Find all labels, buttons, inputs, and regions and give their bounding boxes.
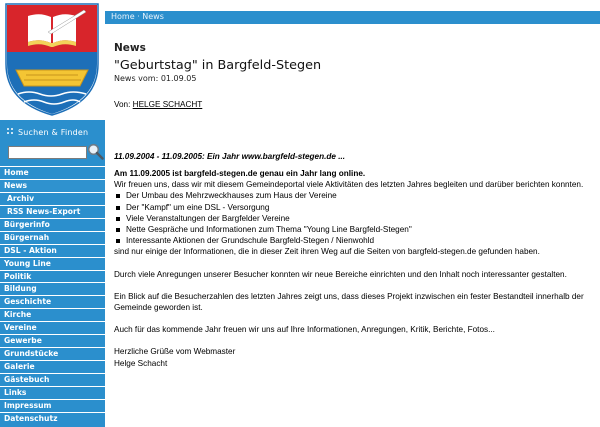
sidebar-item-datenschutz[interactable]: Datenschutz: [0, 412, 105, 425]
article-headline: 11.09.2004 - 11.09.2005: Ein Jahr www.bargfeld-stegen.de ...: [114, 152, 346, 161]
search-label: Suchen & Finden: [6, 127, 88, 137]
author-link[interactable]: HELGE SCHACHT: [132, 100, 203, 109]
article-title: "Geburtstag" in Bargfeld-Stegen: [114, 58, 322, 73]
magnifier-icon: [87, 143, 104, 160]
sidebar-item-home[interactable]: Home: [0, 166, 105, 179]
bullet-item: Der "Kampf" um eine DSL - Versorgung: [114, 202, 590, 213]
paragraph-4: Ein Blick auf die Besucherzahlen des letzten Jahres zeigt uns, dass dieses Projekt inzwischen ein fester Bestandteil innerhalb der Gemeinde geworden ist.: [114, 291, 584, 313]
search-button[interactable]: [87, 143, 104, 160]
sidebar-item-links[interactable]: Links: [0, 386, 105, 399]
closing-signature: Helge Schacht: [114, 358, 168, 368]
breadcrumb-bar: [105, 11, 600, 24]
paragraph-1: Wir freuen uns, dass wir mit diesem Gemeindeportal viele Aktivitäten des letzten Jahres begleiten und darüber berichten konnten.: [114, 180, 584, 190]
article-body: [114, 168, 590, 369]
sidebar-item-archiv[interactable]: Archiv: [0, 192, 105, 205]
sidebar-item-impressum[interactable]: Impressum: [0, 399, 105, 412]
breadcrumb-home-link[interactable]: Home: [111, 12, 135, 21]
sidebar-item-bürgerinfo[interactable]: Bürgerinfo: [0, 218, 105, 231]
sidebar-item-dsl-aktion[interactable]: DSL - Aktion: [0, 244, 105, 257]
bullet-item: Interessante Aktionen der Grundschule Bargfeld-Stegen / Nienwohld: [114, 235, 590, 246]
sidebar-item-grundstücke[interactable]: Grundstücke: [0, 347, 105, 360]
bullet-item: Viele Veranstaltungen der Bargfelder Vereine: [114, 213, 590, 224]
sidebar-item-bürgernah[interactable]: Bürgernah: [0, 231, 105, 244]
sidebar-item-young-line[interactable]: Young Line: [0, 257, 105, 270]
author-line: [114, 99, 202, 110]
sidebar-item-gästebuch[interactable]: Gästebuch: [0, 373, 105, 386]
sidebar: [0, 0, 105, 427]
author-prefix: Von:: [114, 100, 131, 109]
breadcrumb-separator: ·: [137, 12, 140, 21]
paragraph-2: sind nur einige der Informationen, die in dieser Zeit ihren Weg auf die Seiten von bargfeld-stegen.de gefunden haben.: [114, 247, 540, 257]
paragraph-3: Durch viele Anregungen unserer Besucher konnten wir neue Bereiche einrichten und den Inhalt noch interessanter gestalten.: [114, 269, 567, 279]
sidebar-item-kirche[interactable]: Kirche: [0, 308, 105, 321]
paragraph-5: Auch für das kommende Jahr freuen wir uns auf Ihre Informationen, Anregungen, Kritik, Berichte, Fotos...: [114, 325, 495, 335]
sidebar-item-rss-news-export[interactable]: RSS News-Export: [0, 205, 105, 218]
sidebar-item-gewerbe[interactable]: Gewerbe: [0, 334, 105, 347]
sidebar-nav: [0, 166, 105, 425]
bullet-item: Der Umbau des Mehrzweckhauses zum Haus der Vereine: [114, 190, 590, 201]
sidebar-item-vereine[interactable]: Vereine: [0, 321, 105, 334]
lead-text: Am 11.09.2005 ist bargfeld-stegen.de genau ein Jahr lang online.: [114, 169, 366, 178]
main-content: [114, 42, 594, 368]
sidebar-item-geschichte[interactable]: Geschichte: [0, 295, 105, 308]
search-input[interactable]: [8, 146, 87, 159]
sidebar-item-politik[interactable]: Politik: [0, 270, 105, 283]
breadcrumb: [111, 12, 164, 21]
bullet-item: Nette Gespräche und Informationen zum Thema "Young Line Bargfeld-Stegen": [114, 224, 590, 235]
logo-area: [0, 0, 105, 120]
coat-of-arms-icon[interactable]: [4, 2, 100, 117]
section-title: News: [114, 42, 146, 54]
search-dots-icon: [6, 127, 15, 136]
sidebar-item-bildung[interactable]: Bildung: [0, 282, 105, 295]
bullet-list: [114, 190, 590, 246]
sidebar-item-news[interactable]: News: [0, 179, 105, 192]
closing-greeting: Herzliche Grüße vom Webmaster: [114, 347, 236, 357]
news-date: News vom: 01.09.05: [114, 74, 197, 83]
breadcrumb-current[interactable]: News: [142, 12, 164, 21]
sidebar-item-galerie[interactable]: Galerie: [0, 360, 105, 373]
